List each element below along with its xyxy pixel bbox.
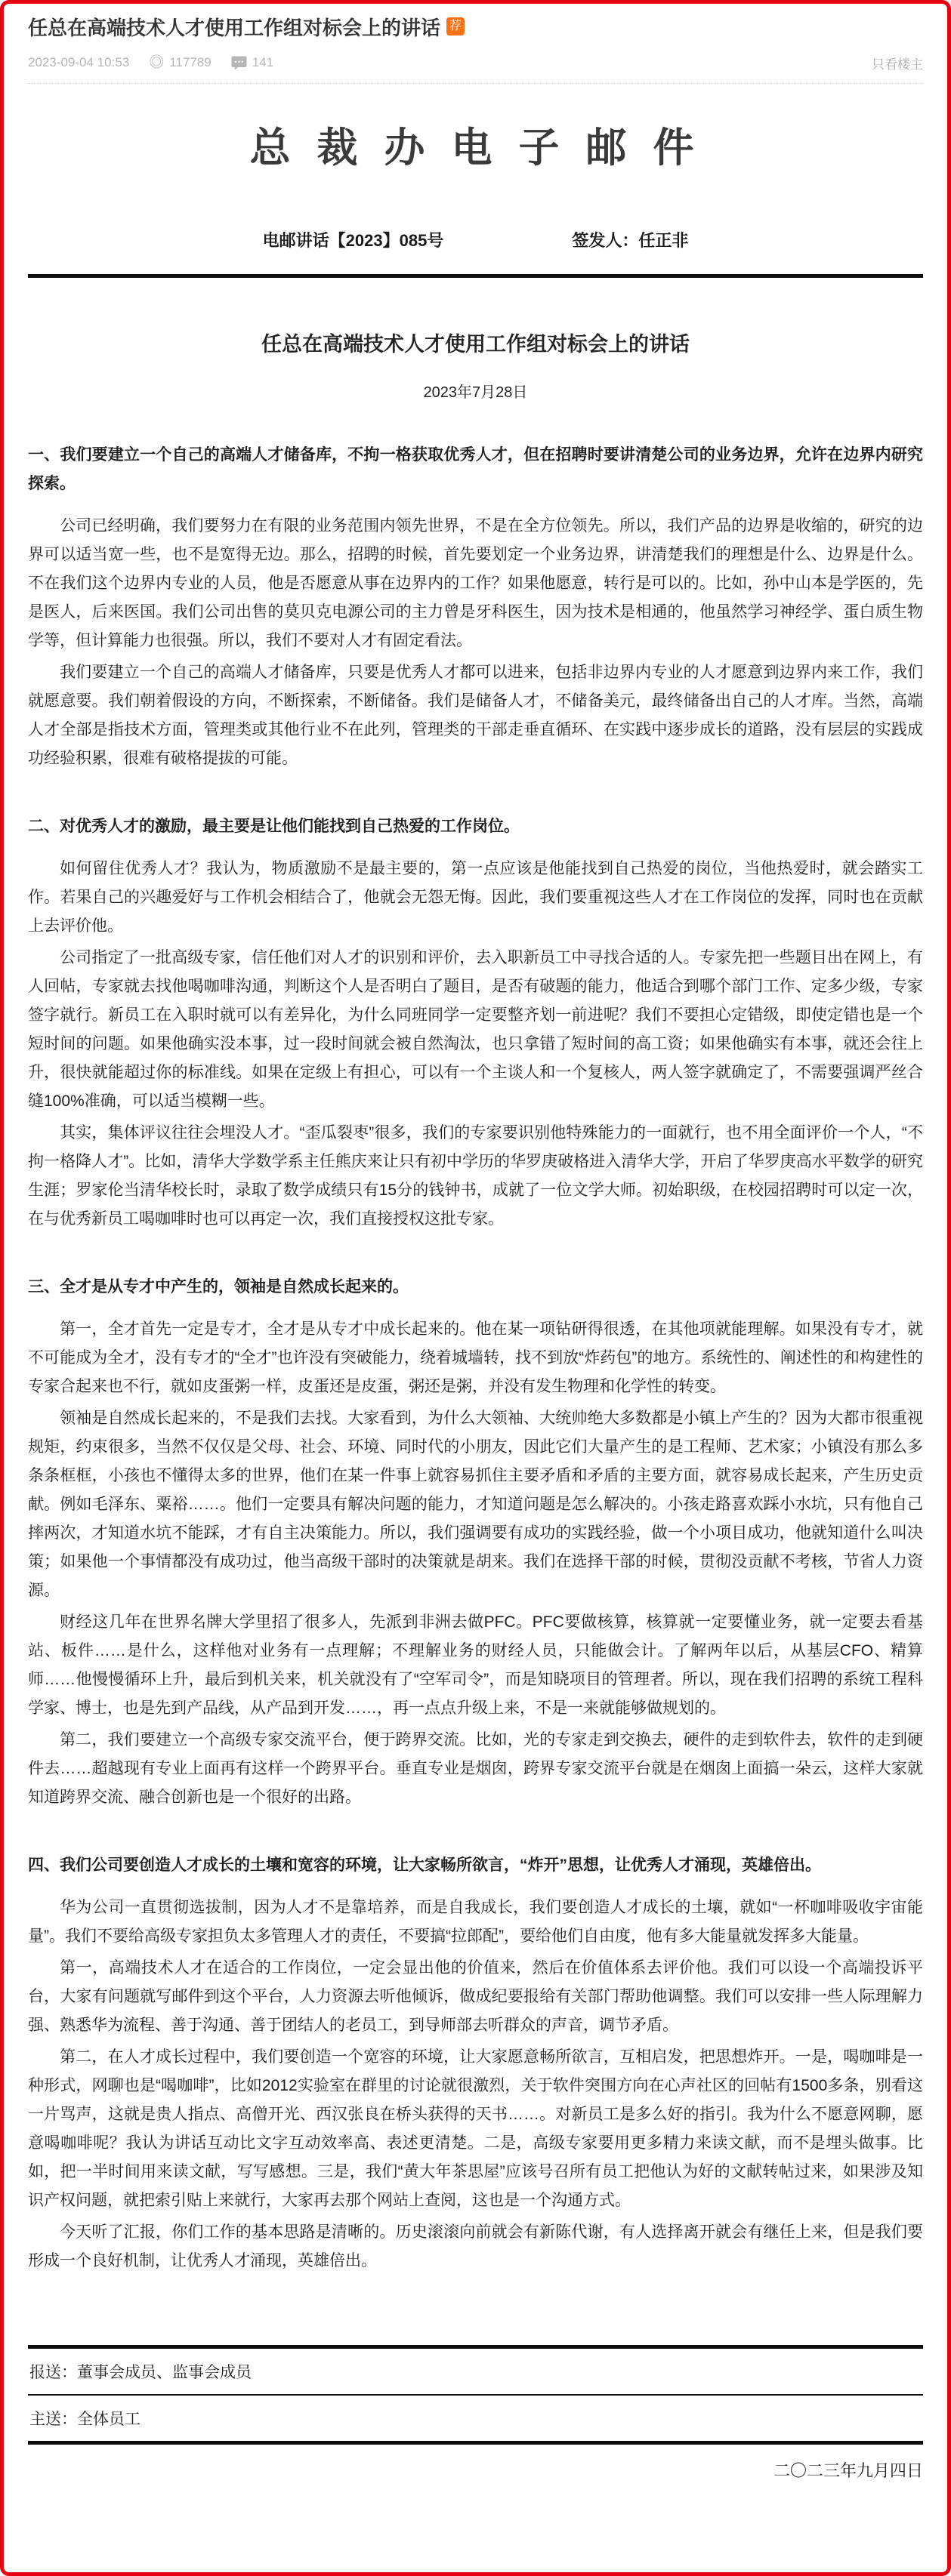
post-title: 任总在高端技术人才使用工作组对标会上的讲话 — [28, 17, 441, 39]
report-to-line: 报送：董事会成员、监事会成员 — [29, 2363, 252, 2381]
views-item — [149, 55, 211, 70]
body-paragraph: 如何留住优秀人才？我认为，物质激励不是最主要的，第一点应该是他能找到自己热爱的岗位，当他热爱时，就会踏实工作。若果自己的兴趣爱好与工作机会相结合了，他就会无怨无悔。因此，我们要重视这些人才在工作岗位的发挥，同时也在贡献上去评价他。 — [28, 859, 923, 935]
document-footer — [28, 2345, 923, 2509]
masthead-title: 总 裁 办 电 子 邮 件 — [249, 125, 702, 171]
views-count: 117789 — [169, 55, 212, 70]
body-paragraph: 华为公司一直贯彻选拔制，因为人才不是靠培养，而是自我成长，我们要创造人才成长的土壤，就如“一杯咖啡吸收宇宙能量”。我们不要给高级专家担负太多管理人才的责任，不要搞“拉郎配”，要给他们自由度，他有多大能量就发挥多大能量。 — [28, 1898, 923, 1945]
body-paragraph: 我们要建立一个自己的高端人才储备库，只要是优秀人才都可以进来，包括非边界内专业的人才愿意到边界内来工作，我们就愿意要。我们朝着假设的方向，不断探索，不断储备。我们是储备人才，不储备美元，最终储备出自己的人才库。当然，高端人才全部是指技术方面，管理类或其他行业不在此列，管理类的干部走垂直循环、在实践中逐步成长的道路，没有层层的实践成功经验积累，很难有破格提拔的可能。 — [28, 663, 923, 767]
doc-signer: 签发人：任正非 — [572, 230, 689, 250]
letterhead-document — [4, 116, 947, 2509]
doc-number: 电邮讲话【2023】085号 — [262, 230, 444, 250]
document-date: 2023年7月28日 — [423, 384, 528, 401]
send-to-line: 主送：全体员工 — [28, 2394, 923, 2441]
section-heading: 一、我们要建立一个自己的高端人才储备库，不拘一格获取优秀人才，但在招聘时要讲清楚公司的业务边界，允许在边界内研究探索。 — [28, 445, 923, 492]
post-header — [4, 4, 947, 84]
body-paragraph: 公司已经明确，我们要努力在有限的业务范围内领先世界，不是在全方位领先。所以，我们产品的边界是收缩的，研究的边界可以适当宽一些，也不是宽得无边。那么，招聘的时候，首先要划定一个业务边界，讲清楚我们的理想是什么、边界是什么。不在我们这个边界内专业的人员，他是否愿意从事在边界内的工作？如果他愿意，转行是可以的。比如，孙中山本是学医的，先是医人，后来医国。我们公司出售的莫贝克电源公司的主力曾是牙科医生，因为技术是相通的，他虽然学习神经学、蛋白质生物学等，但计算能力也很强。所以，我们不要对人才有固定看法。 — [28, 516, 923, 649]
document-body — [28, 441, 923, 2276]
view-author-only-link[interactable]: 只看楼主 — [872, 57, 923, 72]
comments-item — [231, 55, 273, 70]
recommended-badge: 荐 — [446, 17, 465, 35]
section-heading: 三、全才是从专才中产生的，领袖是自然成长起来的。 — [28, 1277, 409, 1296]
doc-meta-row — [28, 228, 923, 251]
views-icon: ◎ — [149, 54, 165, 72]
post-meta-bar — [28, 54, 923, 84]
document-title: 任总在高端技术人才使用工作组对标会上的讲话 — [261, 332, 690, 356]
body-paragraph: 公司指定了一批高级专家，信任他们对人才的识别和评价，去入职新员工中寻找合适的人。专家先把一些题目出在网上，有人回帖，专家就去找他喝咖啡沟通，判断这个人是否明白了题目，是否有破题的能力，他适合到哪个部门工作、定多少级，专家签字就行。新员工在入职时就可以有差异化，为什么同班同学一定要整齐划一前进呢？我们不要担心定错级，即使定错也是一个短时间的问题。如果他确实没本事，过一段时间就会被自然淘汰，也只拿错了短时间的高工资；如果他确实有本事，就还会往上升，很快就能超过你的标准线。如果在定级上有担心，可以有一个主谈人和一个复核人，两人签字就确定了，不需要强调严丝合缝100%准确，可以适当模糊一些。 — [28, 948, 923, 1110]
body-paragraph: 第一，高端技术人才在适合的工作岗位，一定会显出他的价值来，然后在价值体系去评价他。我们可以设一个高端投诉平台，大家有问题就写邮件到这个平台，人力资源去听他倾诉，做成纪要报给有关部门帮助他调整。我们可以安排一些人际理解力强、熟悉华为流程、善于沟通、善于团结人的老员工，到导师部去听群众的声音，调节矛盾。 — [28, 1958, 923, 2034]
body-paragraph: 财经这几年在世界名牌大学里招了很多人，先派到非洲去做PFC。PFC要做核算，核算就一定要懂业务，就一定要去看基站、板件……是什么，这样他对业务有一点理解；不理解业务的财经人员，只能做会计。了解两年以后，从基层CFO、精算师……他慢慢循环上升，最后到机关来，机关就没有了“空军司令”，而是知晓项目的管理者。所以，现在我们招聘的系统工程科学家、博士，也是先到产品线，从产品到开发……，再一点点升级上来，不是一来就能够做规划的。 — [28, 1613, 923, 1717]
post-title-row — [28, 16, 923, 42]
section-heading: 四、我们公司要创造人才成长的土壤和宽容的环境，让大家畅所欲言，“炸开”思想，让优秀人才涌现，英雄倍出。 — [28, 1856, 821, 1874]
comments-count: 141 — [252, 55, 274, 70]
comment-icon — [231, 56, 247, 70]
body-paragraph: 第二，我们要建立一个高级专家交流平台，便于跨界交流。比如，光的专家走到交换去，硬件的走到软件去，软件的走到硬件去……超越现有专业上面再有这样一个跨界平台。垂直专业是烟囱，跨界专家交流平台就是在烟囱上面搞一朵云，这样大家就知道跨界交流、融合创新也是一个很好的出路。 — [28, 1730, 923, 1806]
section-heading: 二、对优秀人才的激励，最主要是让他们能找到自己热爱的工作岗位。 — [28, 817, 520, 835]
body-paragraph: 今天听了汇报，你们工作的基本思路是清晰的。历史滚滚向前就会有新陈代谢，有人选择离开就会有继任上来，但是我们要形成一个良好机制，让优秀人才涌现，英雄倍出。 — [28, 2223, 923, 2269]
body-paragraph: 第二，在人才成长过程中，我们要创造一个宽容的环境，让大家愿意畅所欲言，互相启发，把思想炸开。一是，喝咖啡是一种形式，网聊也是“喝咖啡”，比如2012实验室在群里的讨论就很激烈，关于软件突围方向在心声社区的回帖有1500多条，别看这一片骂声，这就是贵人指点、高僧开光、西汉张良在桥头获得的天书……。对新员工是多么好的指引。我为什么不愿意网聊，愿意喝咖啡呢？我认为讲话互动比文字互动效率高、表述更清楚。二是，高级专家要用更多精力来读文献，而不是埋头做事。比如，把一半时间用来读文献，写写感想。三是，我们“黄大年茶思屋”应该号召所有员工把他认为好的文献转帖过来，如果涉及知识产权问题，就把索引贴上来就行，大家再去那个网站上查阅，这也是一个沟通方式。 — [28, 2048, 923, 2209]
body-paragraph: 领袖是自然成长起来的，不是我们去找。大家看到，为什么大领袖、大统帅绝大多数都是小镇上产生的？因为大都市很重视规矩，约束很多，当然不仅仅是父母、社会、环境、同时代的小朋友，因此它们大量产生的是工程师、艺术家；小镇没有那么多条条框框，小孩也不懂得太多的世界，他们在某一件事上就容易抓住主要矛盾和矛盾的主要方面，就容易成长起来，产生历史贡献。例如毛泽东、粟裕……。他们一定要具有解决问题的能力，才知道问题是怎么解决的。小孩走路喜欢踩小水坑，只有他自己摔两次，才知道水坑不能踩，才有自主决策能力。所以，我们强调要有成功的实践经验，做一个小项目成功，他就知道什么叫决策；如果他一个事情都没有成功过，他当高级干部时的决策就是胡来。我们在选择干部的时候，贯彻没贡献不考核，节省人力资源。 — [28, 1409, 923, 1599]
body-paragraph: 第一，全才首先一定是专才，全才是从专才中成长起来的。他在某一项钻研得很透，在其他项就能理解。如果没有专才，就不可能成为全才，没有专才的“全才”也许没有突破能力，绕着城墙转，找不到放“炸药包”的地方。系统性的、阐述性的和构建性的专家合起来也不行，就如皮蛋粥一样，皮蛋还是皮蛋，粥还是粥，并没有发生物理和化学性的转变。 — [28, 1320, 923, 1395]
distribution-block — [28, 2345, 923, 2445]
body-paragraph: 其实，集体评议往往会埋没人才。“歪瓜裂枣”很多，我们的专家要识别他特殊能力的一面就行，也不用全面评价一个人，“不拘一格降人才”。比如，清华大学数学系主任熊庆来让只有初中学历的华罗庚破格进入清华大学，开启了华罗庚高水平数学的研究生涯；罗家伦当清华校长时，录取了数学成绩只有15分的钱钟书，成就了一位文学大师。初始职级，在校园招聘时可以定一次，在与优秀新员工喝咖啡时也可以再定一次，我们直接授权这批专家。 — [28, 1123, 923, 1228]
sign-date: 二〇二三年九月四日 — [773, 2460, 923, 2480]
post-datetime: 2023-09-04 10:53 — [28, 55, 130, 70]
letterhead-rule — [28, 274, 923, 278]
